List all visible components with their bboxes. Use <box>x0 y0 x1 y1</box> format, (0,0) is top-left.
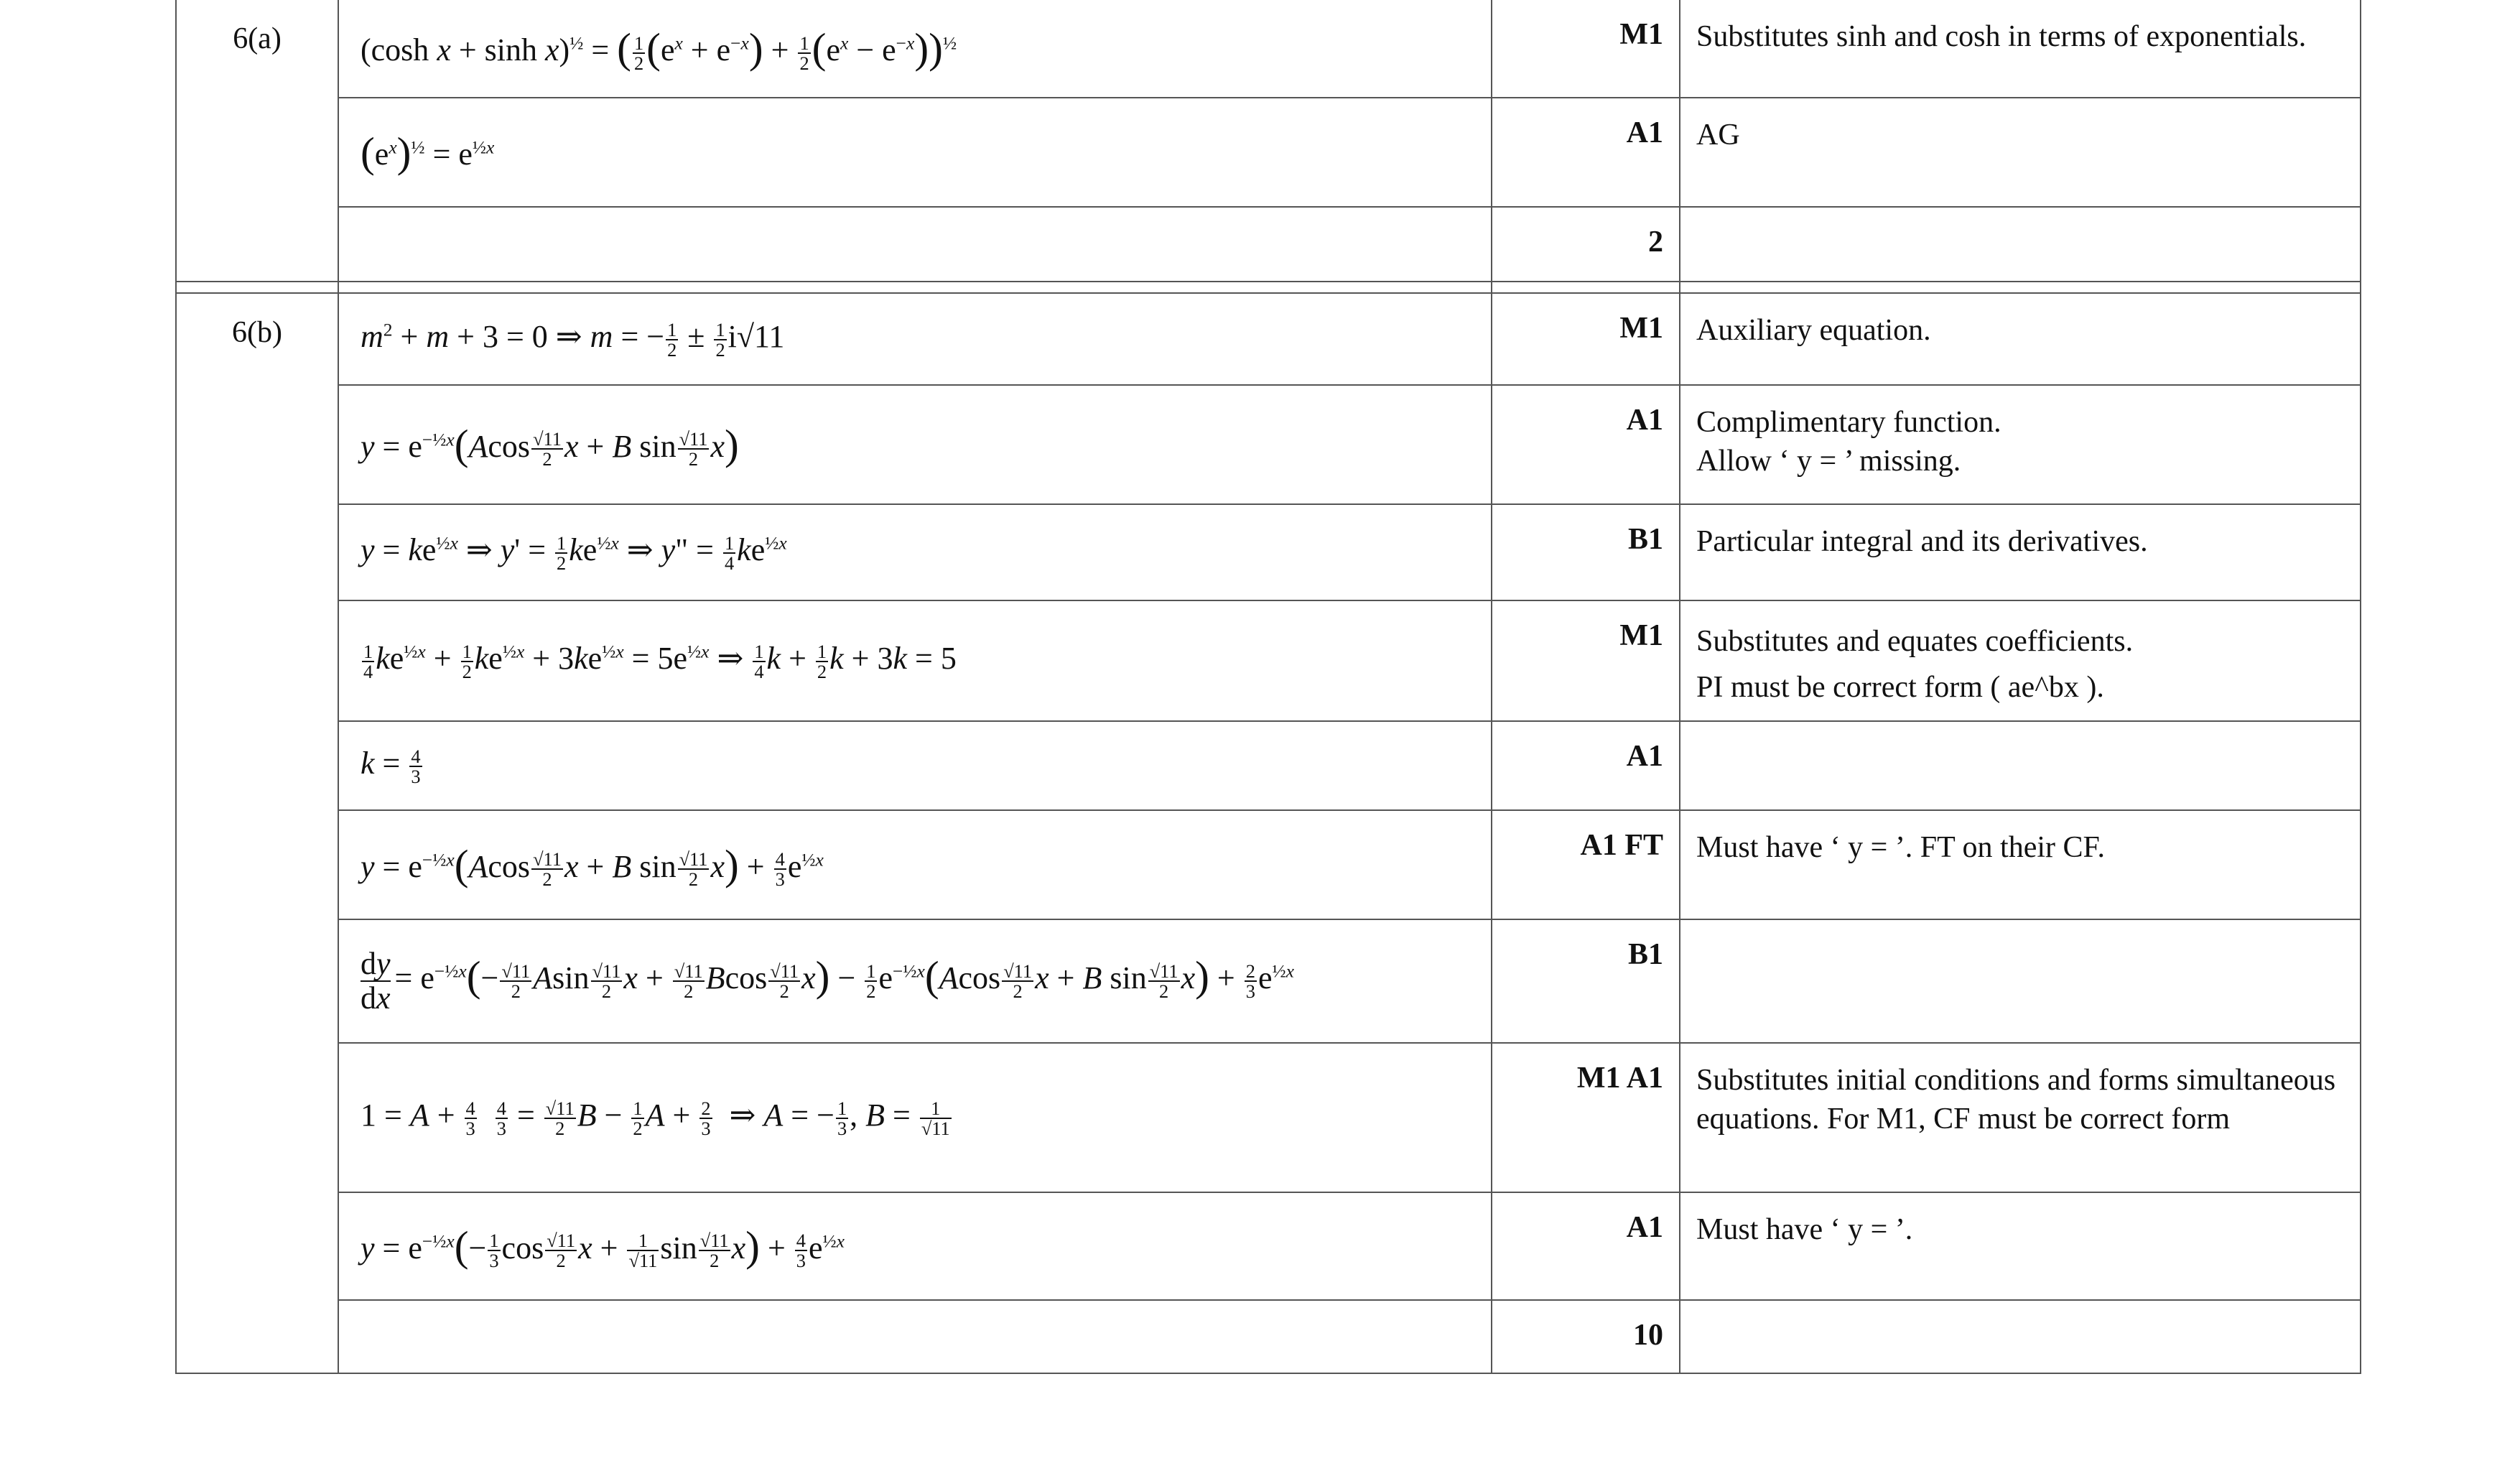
mark: B1 <box>1492 919 1680 1043</box>
guidance <box>1680 600 2361 721</box>
math-expression: (cosh x + sinh x)$^{\frac{1}{2}}$ = ( $\frac{1}{2}$ $(e^x + e^{-x})$ + $\frac{1}{2}$ $(e^x - e^{-x}))^{\frac{1}{2}}$ <box>361 24 957 74</box>
math-expression: $y = e^{-\frac{1}{2}x}(-$ $\frac{1}{3}$ cos $\frac{√11}{2}$ x + $\frac{1}{√11}$ sin $\frac{√11}{2}$ x) + $\frac{4}{3}$ $e^{\frac{1}{2}x}$ <box>361 1222 845 1272</box>
table-row <box>176 810 2361 919</box>
working-cell <box>338 810 1492 919</box>
math-expression: $\frac{1}{4}$ $ke^{\frac{1}{2}x}$ + $\frac{1}{2}$ $ke^{\frac{1}{2}x} + 3ke^{\frac{1}{2}x} = 5e^{\frac{1}{2}x}$ ⇒ $\frac{1}{4}$ k + $\frac{1}{2}$ k + 3k = 5 <box>363 640 957 683</box>
working-cell <box>338 1300 1492 1373</box>
guidance: Substitutes initial conditions and forms simultaneous equations. For M1, CF must be correct form <box>1680 1043 2361 1192</box>
math-expression: k = $\frac{4}{3}$ <box>361 745 421 788</box>
math-expression: $\frac{dy}{dx}$ = $e^{-\frac{1}{2}x}(-$ $\frac{√11}{2}$ Asin $\frac{√11}{2}$ x + $\frac{√11}{2}$ Bcos $\frac{√11}{2}$ x) − $\frac{1}{2}$ $e^{-\frac{1}{2}x}(Acos$ $\frac{√11}{2}$ x + B sin $\frac{√11}{2}$ x) + $\frac{2}{3}$ $e^{\frac{1}{2}x}$ <box>361 945 1294 1016</box>
table-row <box>176 98 2361 207</box>
mark: M1 <box>1492 293 1680 385</box>
guidance-line: PI must be correct form ( ae^bx ). <box>1696 671 2104 704</box>
working-cell <box>338 600 1492 721</box>
question-label: 6(a) <box>176 0 338 282</box>
guidance-line: Complimentary function. <box>1696 406 2001 439</box>
table-row <box>176 919 2361 1043</box>
mark-scheme <box>175 0 2360 1374</box>
working-cell <box>338 1192 1492 1300</box>
mark: A1 <box>1492 98 1680 207</box>
guidance <box>1680 1300 2361 1373</box>
section-divider <box>176 282 2361 293</box>
guidance: Auxiliary equation. <box>1680 293 2361 385</box>
guidance: Substitutes sinh and cosh in terms of exponentials. <box>1680 0 2361 98</box>
table-row <box>176 1043 2361 1192</box>
total-mark: 2 <box>1492 207 1680 282</box>
guidance <box>1680 919 2361 1043</box>
mark: B1 <box>1492 504 1680 600</box>
mark: M1 <box>1492 600 1680 721</box>
math-expression: $y = e^{-\frac{1}{2}x}(Acos$ $\frac{√11}{2}$ x + B sin $\frac{√11}{2}$ x) <box>361 420 739 470</box>
working-cell <box>338 293 1492 385</box>
math-expression: $y = e^{-\frac{1}{2}x}(Acos$ $\frac{√11}{2}$ x + B sin $\frac{√11}{2}$ x) + $\frac{4}{3}$ $e^{\frac{1}{2}x}$ <box>361 840 824 891</box>
guidance: Particular integral and its derivatives. <box>1680 504 2361 600</box>
table-row <box>176 721 2361 810</box>
mark: M1 <box>1492 0 1680 98</box>
working-cell <box>338 207 1492 282</box>
guidance <box>1680 385 2361 504</box>
table-row <box>176 385 2361 504</box>
mark: M1 A1 <box>1492 1043 1680 1192</box>
table-row <box>176 1300 2361 1373</box>
math-expression: 1 = A + $\frac{4}{3}$ $\frac{4}{3}$ = $\frac{√11}{2}$ B − $\frac{1}{2}$ A + $\frac{2}{3}$ ⇒ A = − $\frac{1}{3}$ , B = $\frac{1}{√11}$ <box>361 1097 950 1140</box>
guidance-line: Substitutes and equates coefficients. <box>1696 625 2134 658</box>
working-cell <box>338 504 1492 600</box>
working-cell <box>338 919 1492 1043</box>
table-row <box>176 1192 2361 1300</box>
mark: A1 <box>1492 721 1680 810</box>
mark: A1 <box>1492 1192 1680 1300</box>
guidance: Must have ‘ y = ’. <box>1680 1192 2361 1300</box>
table-row <box>176 207 2361 282</box>
working-cell <box>338 385 1492 504</box>
mark-scheme-table <box>175 0 2361 1374</box>
guidance <box>1680 207 2361 282</box>
mark: A1 <box>1492 385 1680 504</box>
math-expression: $y = ke^{\frac{1}{2}x}$ ⇒ y' = $\frac{1}{2}$ $ke^{\frac{1}{2}x}$ ⇒ y" = $\frac{1}{4}$ $ke^{\frac{1}{2}x}$ <box>361 532 787 575</box>
guidance: AG <box>1680 98 2361 207</box>
working-cell <box>338 1043 1492 1192</box>
table-row <box>176 0 2361 98</box>
table-row <box>176 600 2361 721</box>
working-cell <box>338 721 1492 810</box>
working-cell <box>338 98 1492 207</box>
math-expression: $(e^x)^{\frac{1}{2}} = e^{\frac{1}{2}x}$ <box>361 128 495 176</box>
guidance <box>1680 721 2361 810</box>
guidance: Must have ‘ y = ’. FT on their CF. <box>1680 810 2361 919</box>
math-expression: $m^2 + m + 3 = 0$ ⇒ m = − $\frac{1}{2}$ ± $\frac{1}{2}$ i√11 <box>361 318 785 361</box>
table-row <box>176 504 2361 600</box>
total-mark: 10 <box>1492 1300 1680 1373</box>
working-cell <box>338 0 1492 98</box>
mark: A1 FT <box>1492 810 1680 919</box>
table-row <box>176 293 2361 385</box>
question-label: 6(b) <box>176 293 338 1373</box>
guidance-line: Allow ‘ y = ’ missing. <box>1696 445 1961 478</box>
